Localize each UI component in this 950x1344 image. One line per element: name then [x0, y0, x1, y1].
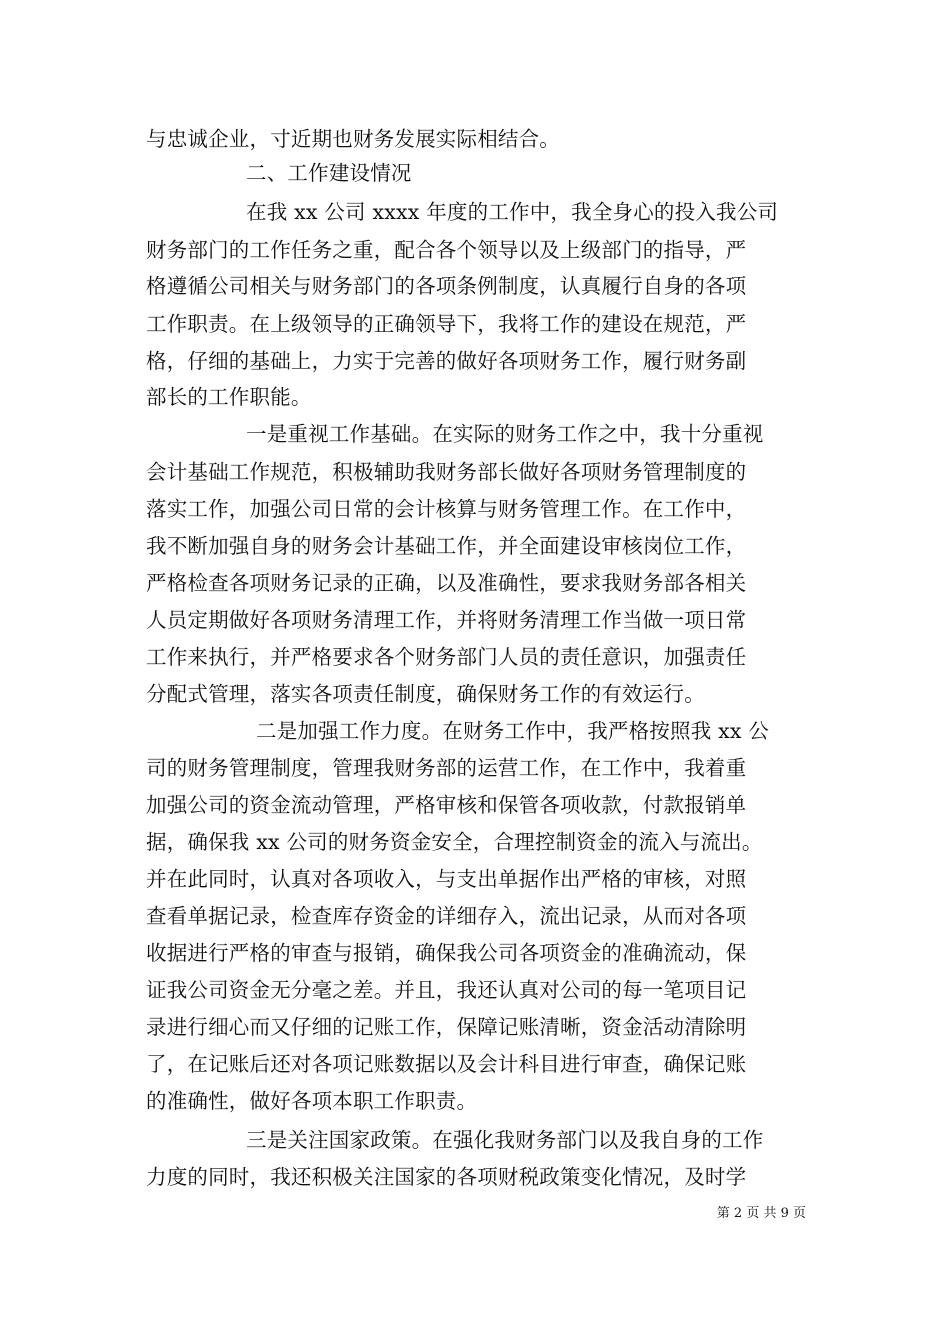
text-line: 我不断加强自身的财务会计基础工作，并全面建设审核岗位工作， — [146, 534, 747, 558]
text-line: 并在此同时，认真对各项收入，与支出单据作出严格的审核，对照 — [146, 867, 747, 891]
text-line: 工作来执行，并严格要求各个财务部门人员的责任意识，加强责任 — [146, 645, 747, 669]
text-line: 与忠诚企业，寸近期也财务发展实际相结合。 — [146, 127, 560, 151]
text-line: 一是重视工作基础。在实际的财务工作之中，我十分重视 — [246, 422, 764, 446]
text-line: 查看单据记录，检查库存资金的详细存入，流出记录，从而对各项 — [146, 904, 747, 928]
text-line: 二是加强工作力度。在财务工作中，我严格按照我 xx 公 — [256, 719, 770, 743]
text-line: 加强公司的资金流动管理，严格审核和保管各项收款，付款报销单 — [146, 793, 747, 817]
page-number: 第 2 页 共 9 页 — [716, 1206, 806, 1221]
text-line: 人员定期做好各项财务清理工作，并将财务清理工作当做一项日常 — [146, 608, 747, 632]
text-line: 格，仔细的基础上，力实于完善的做好各项财务工作，履行财务副 — [146, 349, 747, 373]
text-line: 工作职责。在上级领导的正确领导下，我将工作的建设在规范，严 — [146, 312, 747, 336]
text-line: 了，在记账后还对各项记账数据以及会计科目进行审查，确保记账 — [146, 1052, 747, 1076]
text-line: 录进行细心而又仔细的记账工作，保障记账清晰，资金活动清除明 — [146, 1015, 747, 1039]
text-line: 三是关注国家政策。在强化我财务部门以及我自身的工作 — [246, 1128, 764, 1152]
text-line: 在我 xx 公司 xxxx 年度的工作中，我全身心的投入我公司 — [246, 200, 779, 224]
text-line: 力度的同时，我还积极关注国家的各项财税政策变化情况，及时学 — [146, 1165, 747, 1189]
text-line: 收据进行严格的审查与报销，确保我公司各项资金的准确流动，保 — [146, 941, 747, 965]
text-line: 分配式管理，落实各项责任制度，确保财务工作的有效运行。 — [146, 682, 705, 706]
text-line: 落实工作，加强公司日常的会计核算与财务管理工作。在工作中， — [146, 497, 747, 521]
text-line: 财务部门的工作任务之重，配合各个领导以及上级部门的指导，严 — [146, 238, 747, 262]
section-heading: 二、工作建设情况 — [246, 161, 412, 185]
text-line: 的准确性，做好各项本职工作职责。 — [146, 1089, 478, 1113]
text-line: 司的财务管理制度，管理我财务部的运营工作，在工作中，我着重 — [146, 756, 747, 780]
text-line: 格遵循公司相关与财务部门的各项条例制度，认真履行自身的各项 — [146, 274, 747, 298]
text-line: 严格检查各项财务记录的正确，以及准确性，要求我财务部各相关 — [146, 571, 747, 595]
text-line: 部长的工作职能。 — [146, 385, 312, 409]
text-line: 据，确保我 xx 公司的财务资金安全，合理控制资金的流入与流出。 — [146, 830, 763, 854]
text-line: 会计基础工作规范，积极辅助我财务部长做好各项财务管理制度的 — [146, 460, 747, 484]
text-line: 证我公司资金无分毫之差。并且，我还认真对公司的每一笔项目记 — [146, 978, 747, 1002]
